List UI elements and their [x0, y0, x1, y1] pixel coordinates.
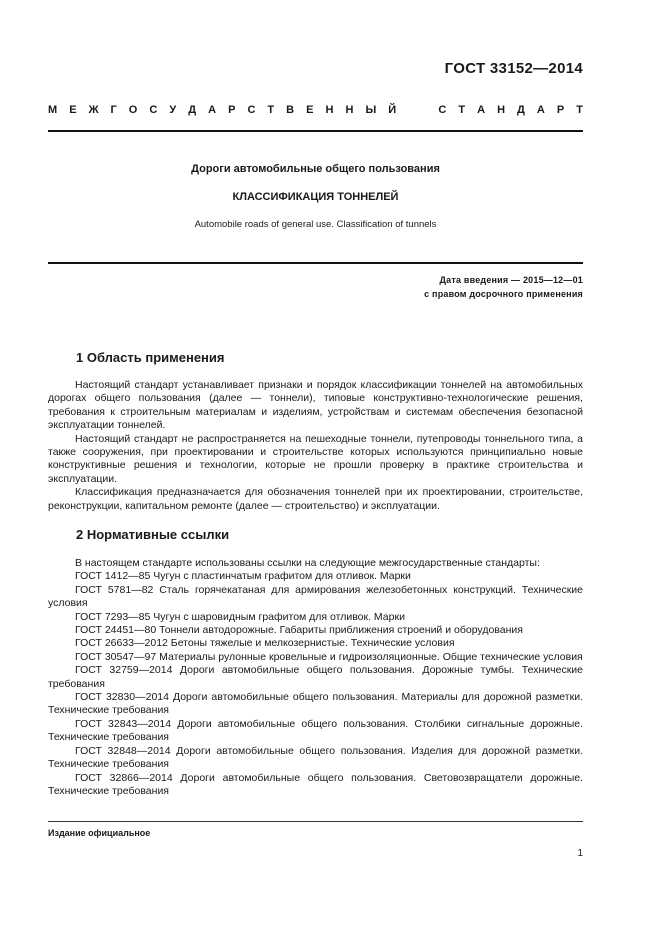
- reference-item: ГОСТ 32848—2014 Дороги автомобильные общего пользования. Изделия для дорожной разметки. Технические требования: [48, 744, 583, 771]
- title-divider: [48, 262, 583, 264]
- document-title-english: Automobile roads of general use. Classification of tunnels: [194, 219, 437, 230]
- paragraph: Настоящий стандарт устанавливает признаки и порядок классификации тоннелей на автомобильных дорогах общего пользования (далее — тоннели), типовые конструктивно-технологические решения, требования к строительным материалам и изделиям, устройствам и системам обеспечения безопасной эксплуатации тоннелей.: [48, 379, 583, 432]
- reference-item: ГОСТ 30547—97 Материалы рулонные кровельные и гидроизоляционные. Общие технические условия: [75, 650, 583, 663]
- page-number: 1: [577, 848, 583, 859]
- document-title: КЛАССИФИКАЦИЯ ТОННЕЛЕЙ: [232, 191, 399, 203]
- section-1-body: [48, 379, 583, 513]
- section-1-heading: 1 Область применения: [76, 350, 225, 365]
- paragraph: Классификация предназначается для обозначения тоннелей при их проектировании, строительстве, реконструкции, капитальном ремонте (далее — строительство) и эксплуатации.: [48, 486, 583, 512]
- reference-item: ГОСТ 32830—2014 Дороги автомобильные общего пользования. Материалы для дорожной разметки. Технические требования: [48, 691, 583, 717]
- introduction-date: Дата введения — 2015—12—01: [439, 275, 583, 285]
- reference-item: ГОСТ 32843—2014 Дороги автомобильные общего пользования. Столбики сигнальные дорожные. Технические требования: [48, 717, 583, 744]
- standard-banner-text: М Е Ж Г О С У Д А Р С Т В Е Н Н Ы Й С Т А Н Д А Р Т: [48, 104, 588, 116]
- reference-item: ГОСТ 7293—85 Чугун с шаровидным графитом для отливок. Марки: [75, 610, 405, 623]
- standard-banner: [48, 104, 587, 116]
- footer-divider: [48, 821, 583, 822]
- reference-item: ГОСТ 1412—85 Чугун с пластинчатым графитом для отливок. Марки: [75, 570, 411, 583]
- introduction-date-block: [424, 273, 583, 301]
- document-code: ГОСТ 33152—2014: [444, 60, 583, 77]
- top-divider: [48, 130, 583, 132]
- reference-item: ГОСТ 26633—2012 Бетоны тяжелые и мелкозернистые. Технические условия: [75, 637, 455, 650]
- paragraph: В настоящем стандарте использованы ссылки на следующие межгосударственные стандарты:: [75, 557, 540, 569]
- paragraph: Настоящий стандарт не распространяется на пешеходные тоннели, путепроводы тоннельного типа, а также сооружения, при проектировании и строительстве которых используются принципиально новые конструктивные решения и технологии, которые не прошли проверку в практике строительства и эксплуатации.: [48, 432, 583, 485]
- document-subject: Дороги автомобильные общего пользования: [191, 163, 440, 175]
- reference-item: ГОСТ 32866—2014 Дороги автомобильные общего пользования. Световозвращатели дорожные. Технические требования: [48, 771, 583, 797]
- early-application-note: с правом досрочного применения: [424, 289, 583, 299]
- reference-item: ГОСТ 5781—82 Сталь горячекатаная для армирования железобетонных конструкций. Технические условия: [48, 583, 583, 610]
- reference-item: ГОСТ 32759—2014 Дороги автомобильные общего пользования. Дорожные тумбы. Технические требования: [48, 664, 583, 690]
- section-2-heading: 2 Нормативные ссылки: [76, 527, 230, 542]
- edition-label: Издание официальное: [48, 828, 151, 838]
- section-2-body: [48, 557, 583, 798]
- reference-item: ГОСТ 24451—80 Тоннели автодорожные. Габариты приближения строений и оборудования: [75, 624, 523, 637]
